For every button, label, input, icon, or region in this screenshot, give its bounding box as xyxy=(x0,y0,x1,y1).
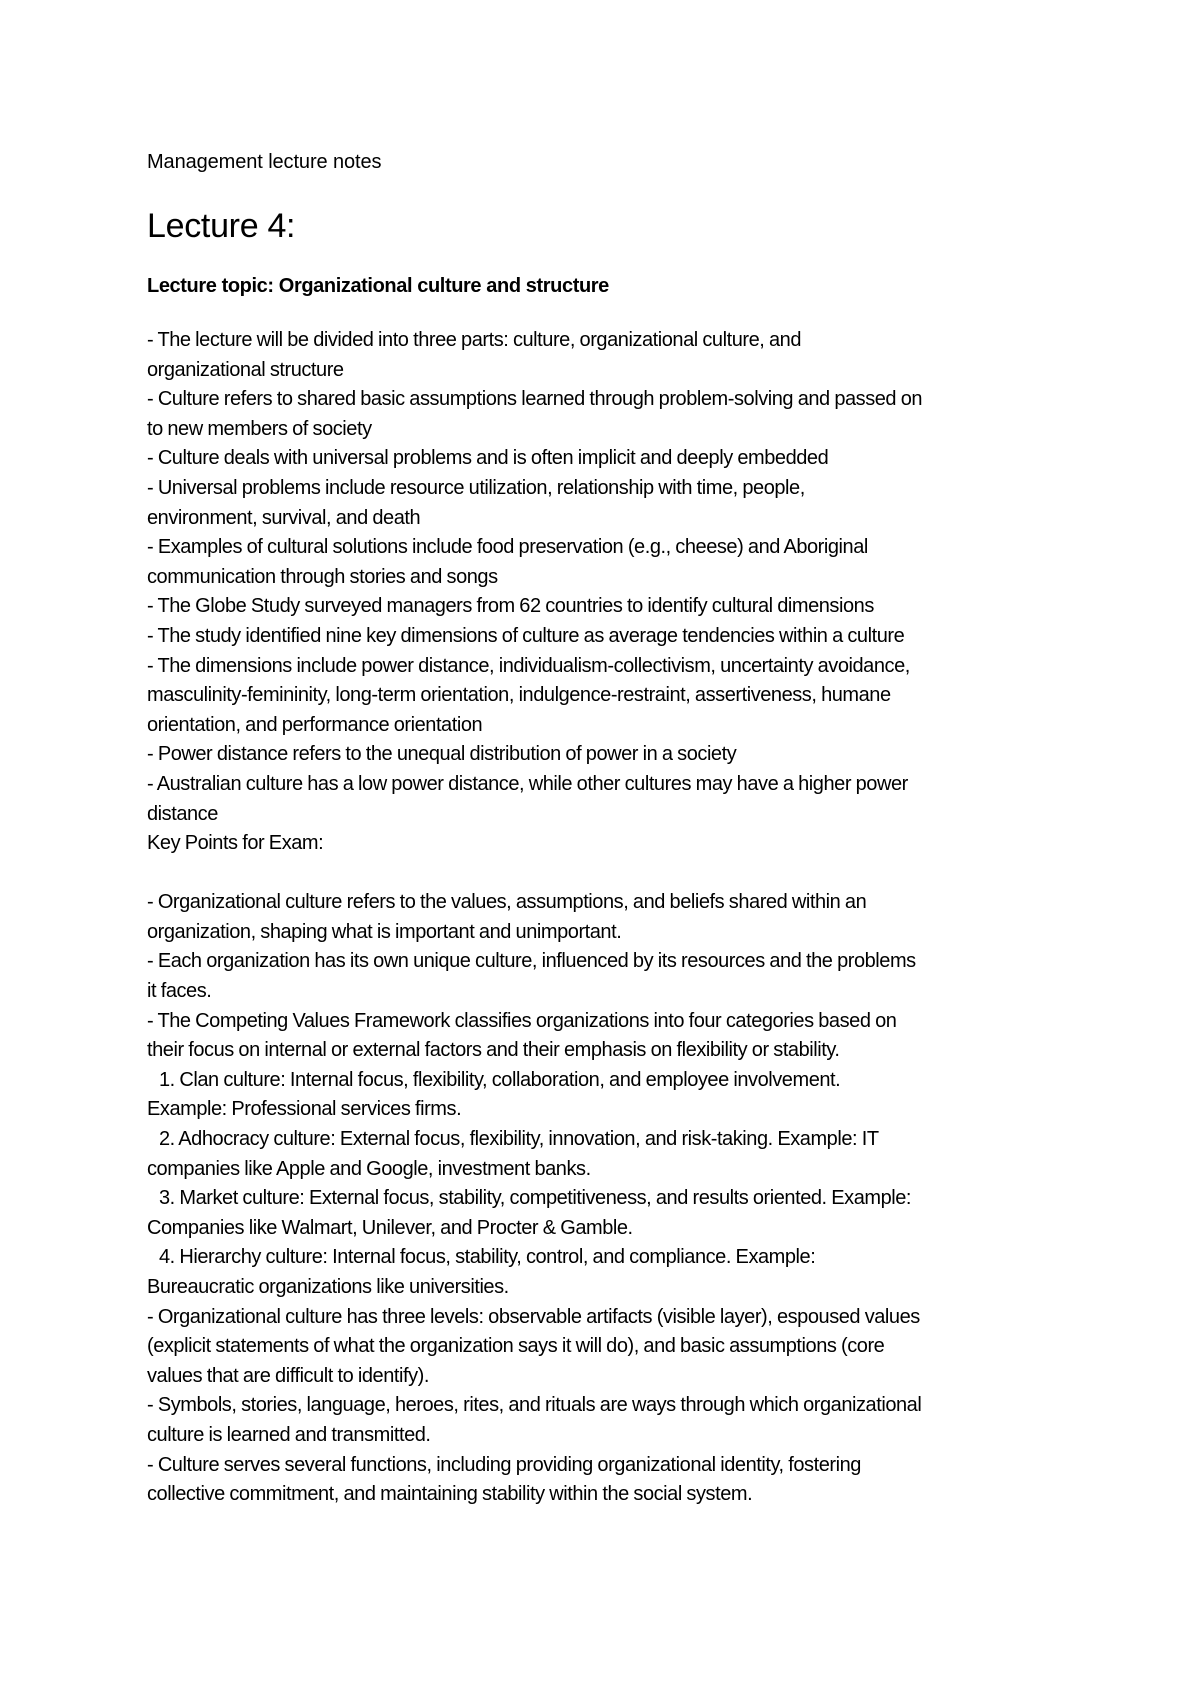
text-line: - Examples of cultural solutions include food preservation (e.g., cheese) and Aboriginal xyxy=(147,536,868,559)
text-line: - The Globe Study surveyed managers from 62 countries to identify cultural dimensions xyxy=(147,595,874,618)
text-line: - Universal problems include resource utilization, relationship with time, people, xyxy=(147,476,805,499)
text-line: - Culture serves several functions, including providing organizational identity, fostering xyxy=(147,1453,861,1476)
text-line: organization, shaping what is important and unimportant. xyxy=(147,920,622,943)
text-line: communication through stories and songs xyxy=(147,565,498,588)
text-line: it faces. xyxy=(147,980,212,1003)
lecture-heading: Lecture 4: xyxy=(147,207,296,245)
text-line: - Power distance refers to the unequal distribution of power in a society xyxy=(147,743,737,766)
text-line: distance xyxy=(147,802,218,825)
text-line: culture is learned and transmitted. xyxy=(147,1423,431,1446)
text-line: 3. Market culture: External focus, stability, competitiveness, and results oriented. Example: xyxy=(159,1187,912,1210)
text-line: - The lecture will be divided into three parts: culture, organizational culture, and xyxy=(147,329,801,351)
text-line: - Organizational culture refers to the values, assumptions, and beliefs shared within an xyxy=(147,891,867,914)
text-line: orientation, and performance orientation xyxy=(147,713,483,736)
text-line: masculinity-femininity, long-term orientation, indulgence-restraint, assertiveness, humane xyxy=(147,684,891,707)
text-line: Example: Professional services firms. xyxy=(147,1098,462,1121)
text-line: values that are difficult to identify). xyxy=(147,1364,429,1387)
text-line: their focus on internal or external factors and their emphasis on flexibility or stability. xyxy=(147,1039,840,1062)
text-line: companies like Apple and Google, investment banks. xyxy=(147,1157,591,1180)
text-line: Companies like Walmart, Unilever, and Procter & Gamble. xyxy=(147,1216,633,1239)
text-line: 4. Hierarchy culture: Internal focus, stability, control, and compliance. Example: xyxy=(159,1246,816,1269)
text-line: 2. Adhocracy culture: External focus, flexibility, innovation, and risk-taking. Example: IT xyxy=(159,1128,879,1151)
text-line: - Culture refers to shared basic assumptions learned through problem-solving and passed on xyxy=(147,388,923,411)
lecture-notes-body xyxy=(147,326,1067,1510)
text-line: Key Points for Exam: xyxy=(147,832,324,855)
text-line: - The Competing Values Framework classifies organizations into four categories based on xyxy=(147,1009,897,1032)
text-line: - Culture deals with universal problems and is often implicit and deeply embedded xyxy=(147,447,829,470)
text-line: - Symbols, stories, language, heroes, rites, and rituals are ways through which organizational xyxy=(147,1394,922,1417)
text-line: (explicit statements of what the organization says it will do), and basic assumptions (core xyxy=(147,1335,885,1358)
text-line: organizational structure xyxy=(147,358,344,381)
text-line: 1. Clan culture: Internal focus, flexibility, collaboration, and employee involvement. xyxy=(159,1068,841,1091)
text-line: - The dimensions include power distance, individualism-collectivism, uncertainty avoidance, xyxy=(147,654,910,677)
text-line: - The study identified nine key dimensions of culture as average tendencies within a culture xyxy=(147,624,905,647)
document-page xyxy=(147,148,1067,1510)
text-line: to new members of society xyxy=(147,417,372,440)
document-subtitle: Management lecture notes xyxy=(147,151,382,173)
text-line: - Each organization has its own unique culture, influenced by its resources and the problems xyxy=(147,950,916,973)
text-line xyxy=(147,859,1067,889)
text-line: - Organizational culture has three levels: observable artifacts (visible layer), espoused values xyxy=(147,1305,920,1328)
lecture-topic: Lecture topic: Organizational culture and structure xyxy=(147,275,609,297)
text-line: collective commitment, and maintaining stability within the social system. xyxy=(147,1483,753,1506)
text-line: Bureaucratic organizations like universities. xyxy=(147,1276,509,1298)
text-line: environment, survival, and death xyxy=(147,506,421,529)
text-line: - Australian culture has a low power distance, while other cultures may have a higher power xyxy=(147,772,908,795)
